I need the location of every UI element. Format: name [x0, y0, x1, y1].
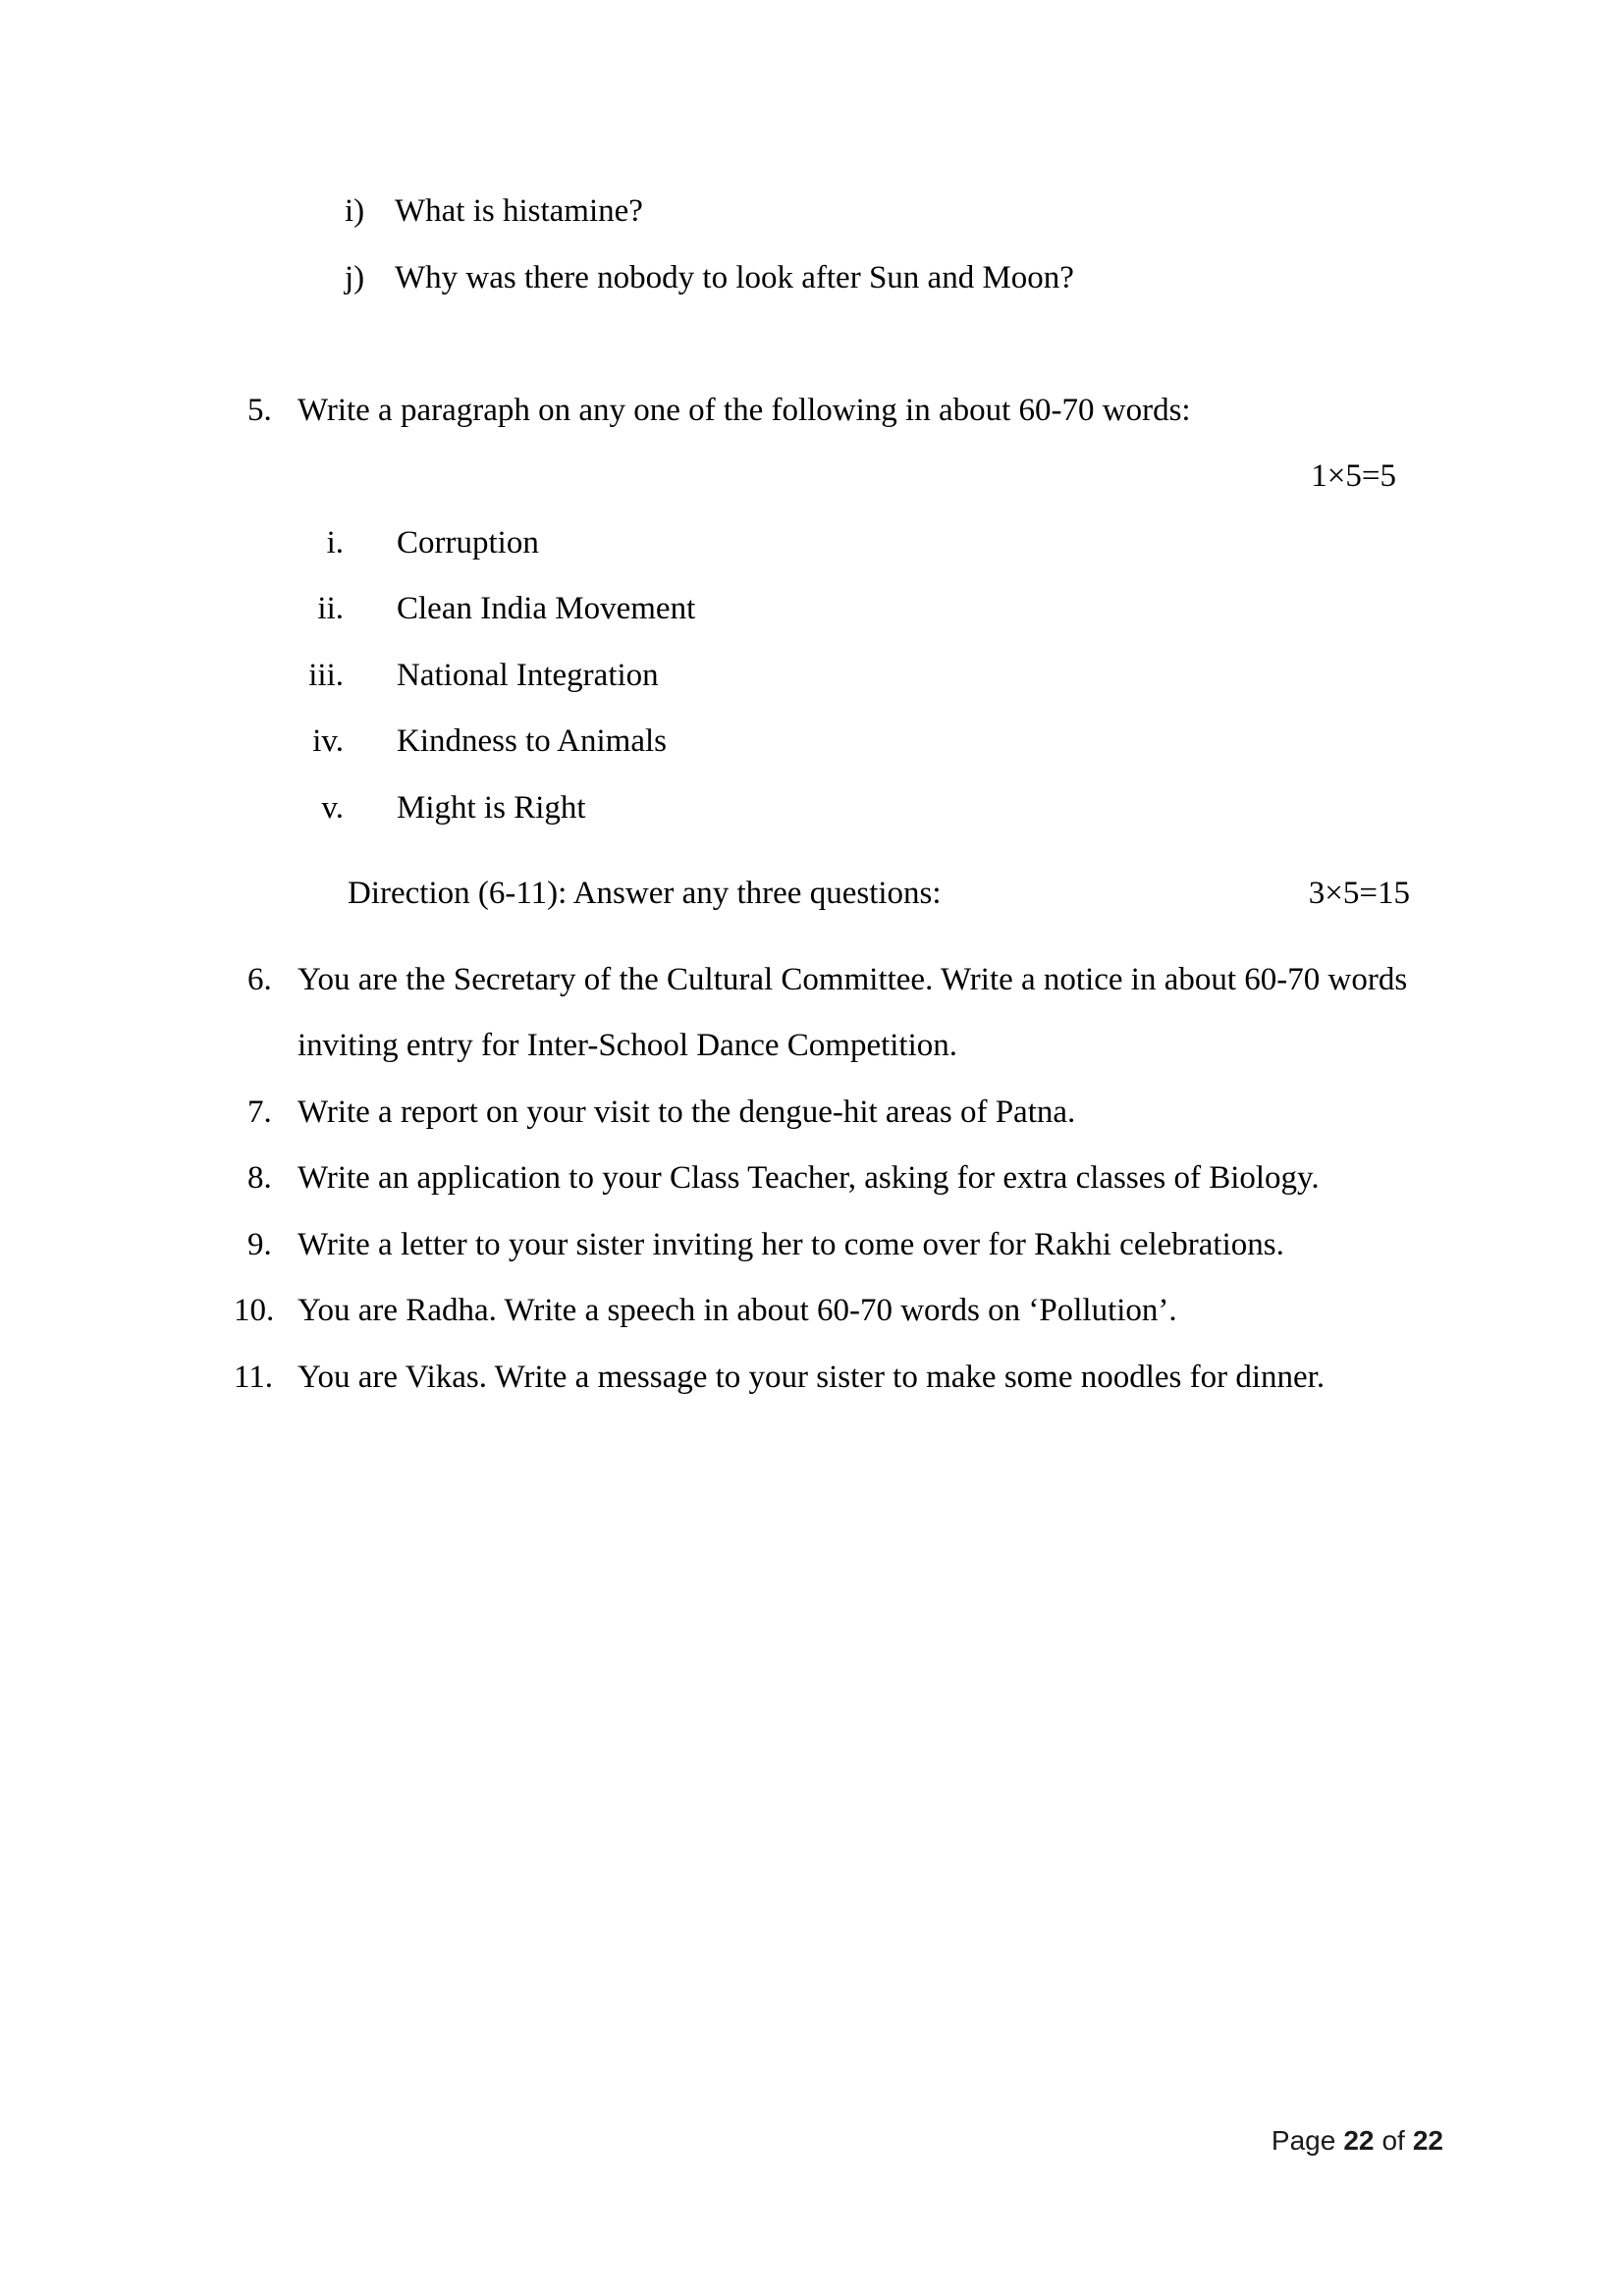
- question-number: 11.: [234, 1359, 274, 1395]
- sub-question-row: [232, 179, 1422, 245]
- question-text: Write a letter to your sister inviting her to come over for Rakhi celebrations.: [298, 1226, 1284, 1262]
- topic-row: [232, 643, 1422, 710]
- blank-line: [232, 311, 1422, 378]
- question-number: 8.: [247, 1160, 272, 1196]
- question-row: [232, 1345, 1422, 1412]
- topic-numeral: iv.: [312, 723, 344, 759]
- topic-row: [232, 775, 1422, 842]
- question-row: [232, 1146, 1422, 1212]
- topic-numeral: iii.: [308, 657, 344, 693]
- topic-text: Clean India Movement: [397, 591, 696, 626]
- direction-row: [232, 861, 1422, 928]
- topic-numeral: i.: [326, 524, 344, 561]
- question-row: [232, 1080, 1422, 1147]
- question-number: 5.: [247, 392, 272, 428]
- topic-text: Might is Right: [397, 789, 586, 826]
- question-text: You are the Secretary of the Cultural Committee. Write a notice in about 60-70 words inviting entry for Inter-School Dance Competition.: [298, 961, 1408, 1063]
- question-text: You are Radha. Write a speech in about 60-70 words on ‘Pollution’.: [298, 1293, 1177, 1328]
- sub-question-label: i): [345, 193, 365, 229]
- question-text: Write an application to your Class Teacher, asking for extra classes of Biology.: [298, 1160, 1320, 1196]
- question-row: [232, 378, 1422, 445]
- question-row: [232, 947, 1422, 1080]
- topic-text: Corruption: [397, 524, 539, 561]
- direction-marks-label: 3×5=15: [1308, 876, 1410, 911]
- footer-total-pages: 22: [1412, 2125, 1443, 2156]
- direction-text: Direction (6-11): Answer any three questions:: [348, 876, 942, 911]
- question-row: [232, 1278, 1422, 1345]
- topic-row: [232, 510, 1422, 577]
- topic-row: [232, 709, 1422, 775]
- question-text: Write a paragraph on any one of the following in about 60-70 words:: [298, 392, 1191, 428]
- footer-page-number: 22: [1343, 2125, 1375, 2156]
- sub-question-row: [232, 245, 1422, 312]
- sub-question-label: j): [345, 259, 365, 295]
- page-content: [232, 179, 1422, 1411]
- marks-label: 1×5=5: [1311, 458, 1396, 494]
- question-number: 7.: [247, 1094, 272, 1130]
- footer-of-label: of: [1381, 2125, 1405, 2156]
- footer-page-label: Page: [1271, 2125, 1336, 2156]
- topic-row: [232, 576, 1422, 643]
- question-number: 9.: [247, 1226, 272, 1262]
- page-footer: [1272, 2123, 1443, 2159]
- question-text: Write a report on your visit to the dengue-hit areas of Patna.: [298, 1094, 1076, 1130]
- sub-question-text: What is histamine?: [395, 193, 643, 229]
- question-number: 6.: [247, 961, 272, 997]
- topic-text: National Integration: [397, 657, 659, 693]
- question-row: [232, 1212, 1422, 1279]
- question-text: You are Vikas. Write a message to your sister to make some noodles for dinner.: [298, 1359, 1326, 1395]
- sub-question-text: Why was there nobody to look after Sun and Moon?: [395, 259, 1074, 295]
- question-number: 10.: [234, 1293, 275, 1328]
- topic-numeral: ii.: [317, 591, 344, 626]
- topic-text: Kindness to Animals: [397, 723, 668, 759]
- topic-numeral: v.: [321, 789, 344, 826]
